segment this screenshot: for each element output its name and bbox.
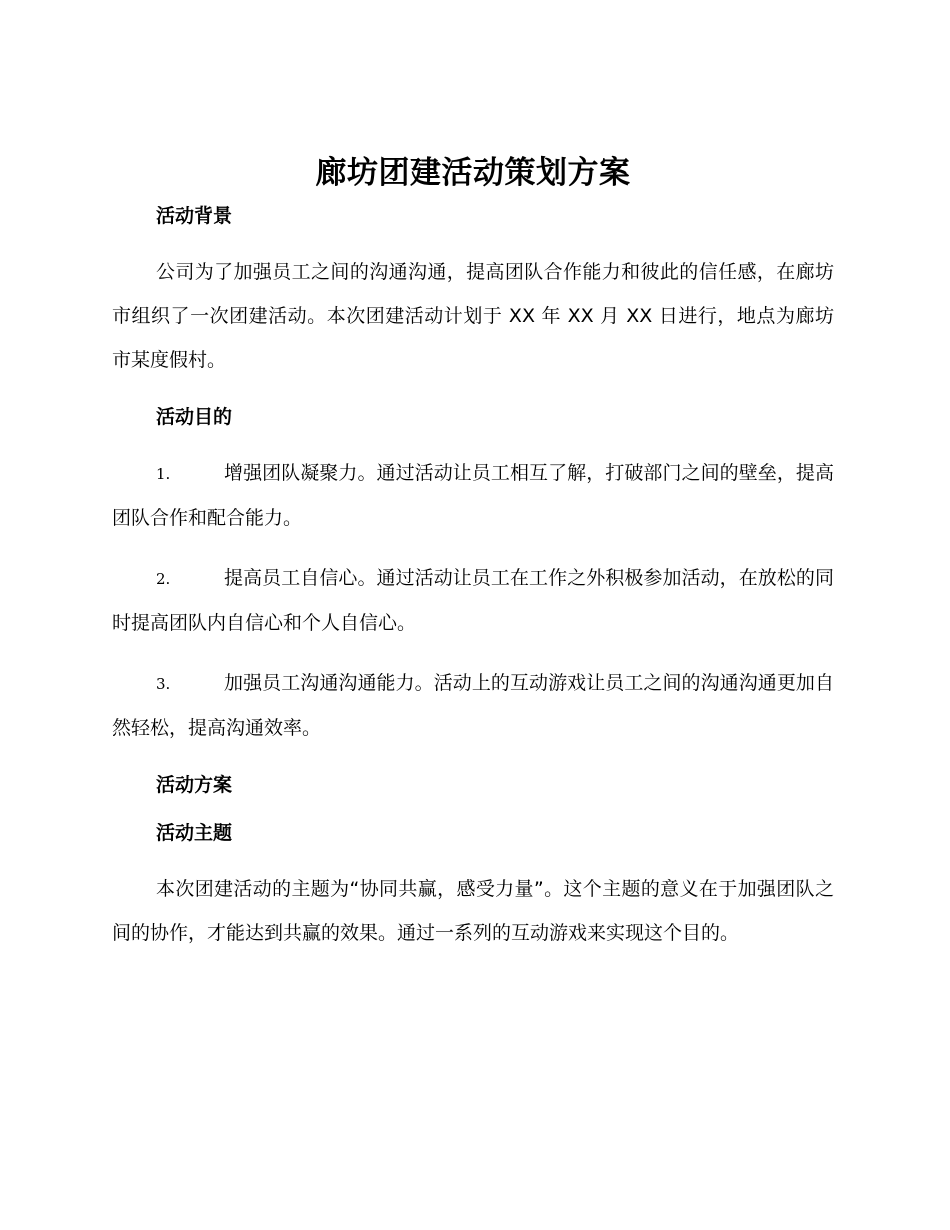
purpose-list-item xyxy=(112,451,834,540)
list-item-text: 增强团队凝聚力。通过活动让员工相互了解，打破部门之间的壁垒，提高团队合作和配合能力。 xyxy=(112,462,834,529)
list-item-text: 加强员工沟通沟通能力。活动上的互动游戏让员工之间的沟通沟通更加自然轻松，提高沟通效率。 xyxy=(112,672,834,739)
list-item-number: 3. xyxy=(156,675,171,693)
list-item-text: 提高员工自信心。通过活动让员工在工作之外积极参加活动，在放松的同时提高团队内自信心和个人自信心。 xyxy=(112,567,834,634)
section-heading-purpose: 活动目的 xyxy=(156,406,233,428)
section-heading-plan: 活动方案 xyxy=(156,774,233,796)
purpose-list-item xyxy=(112,661,834,750)
section-heading-background: 活动背景 xyxy=(156,205,233,227)
background-paragraph: 公司为了加强员工之间的沟通沟通，提高团队合作能力和彼此的信任感，在廊坊市组织了一次团建活动。本次团建活动计划于 XX 年 XX 月 XX 日进行，地点为廊坊市某度假村。 xyxy=(112,261,834,371)
document-title: 廊坊团建活动策划方案 xyxy=(315,155,631,191)
section-heading-theme: 活动主题 xyxy=(156,822,233,844)
purpose-list-item xyxy=(112,556,834,645)
list-item-number: 2. xyxy=(156,570,171,588)
document-content xyxy=(112,150,834,955)
list-item-number: 1. xyxy=(156,465,171,483)
theme-paragraph: 本次团建活动的主题为“协同共赢，感受力量”。这个主题的意义在于加强团队之间的协作，才能达到共赢的效果。通过一系列的互动游戏来实现这个目的。 xyxy=(112,878,834,944)
